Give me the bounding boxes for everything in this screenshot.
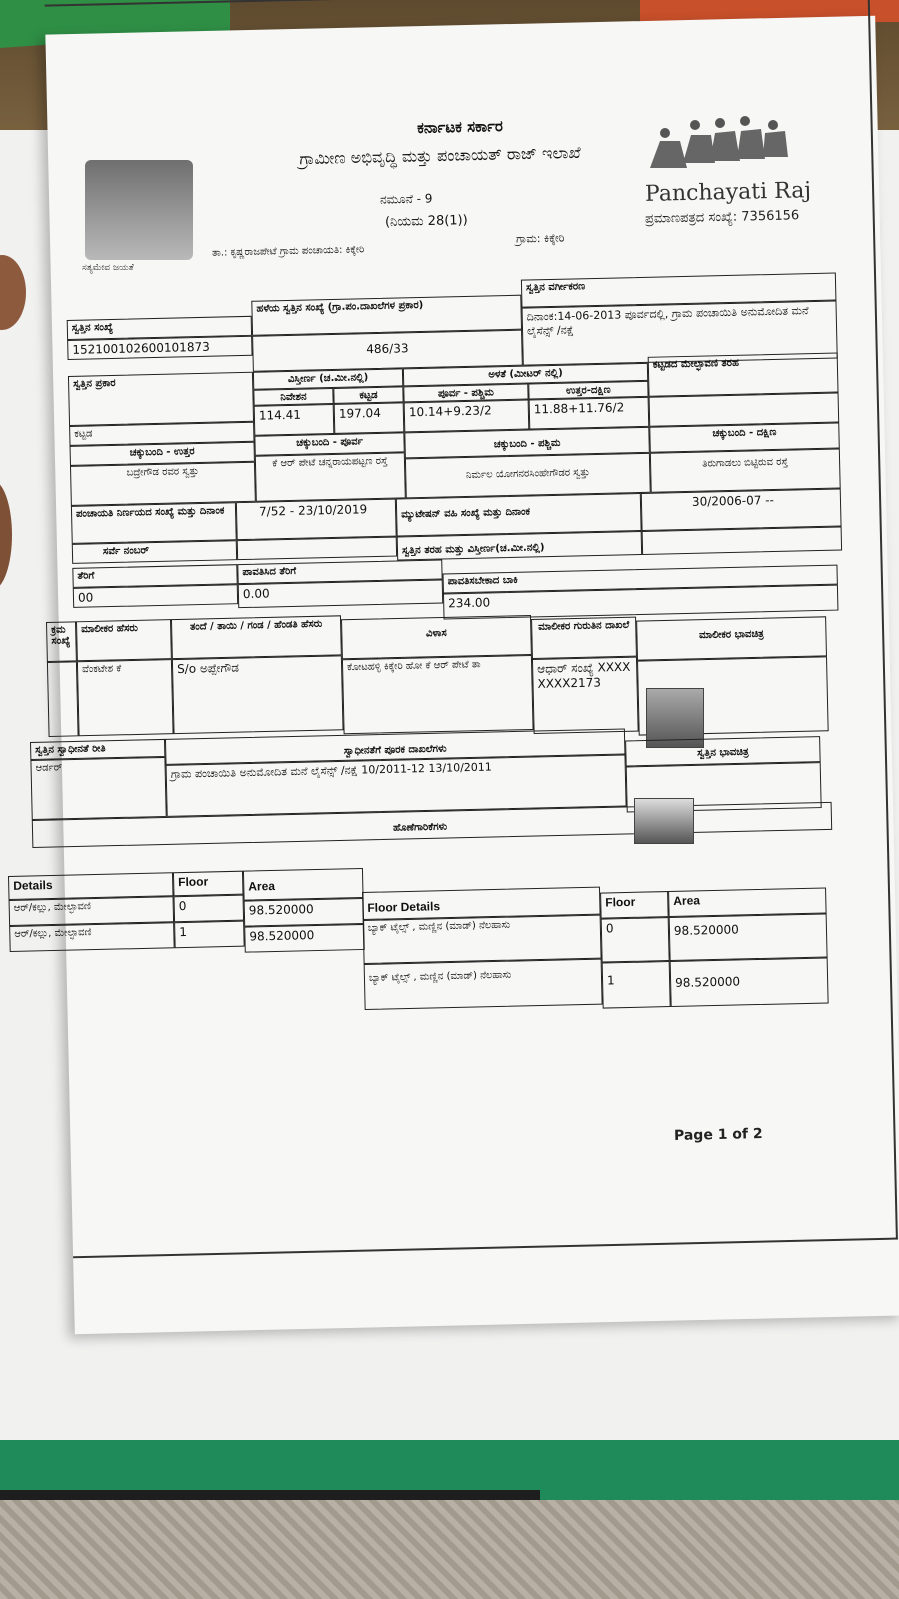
north-south-label: ಉತ್ತರ-ದಕ್ಷಿಣ [528,381,648,400]
floor-left-row-type: ಆರ್/ಕಲ್ಲು, ಮೇಲ್ಛಾವಣಿ [9,896,175,926]
property-type-value: ಕಟ್ಟಡ [69,422,254,446]
logo-head [768,120,778,130]
serial-no-value [47,661,79,737]
logo-bodies [650,129,788,168]
floor-left-header-details: Details [8,872,174,900]
survey-value [237,537,397,561]
south-boundary-label: ಚಕ್ಕುಬಂದಿ - ದಕ್ಷಿಣ [649,422,840,452]
floor-left-row-floor: 0 [174,895,245,923]
cloth-background [0,1500,899,1599]
property-id-value: 152100102600101873 [67,336,252,360]
building-area-value: 197.04 [334,402,405,434]
area-label: ವಿಸ್ತೀರ್ಣ (ಚ.ಮೀ.ನಲ್ಲಿ) [253,368,403,389]
floor-right-row-type: ಬ್ಯಾಕ್ ಟೈಲ್ಸ್ , ಮಣ್ಣಿನ (ಮಾಡ್) ನೆಲಹಾಸು [364,959,603,1010]
relation-name-value: S/o ಅಪ್ಪೇಗೌಡ [172,655,344,734]
resolution-label: ಪಂಚಾಯತಿ ನಿರ್ಣಯದ ಸಂಖ್ಯೆ ಮತ್ತು ದಿನಾಂಕ [71,502,237,544]
building-label: ಕಟ್ಟಡ [333,386,403,404]
north-boundary-label: ಚಕ್ಕುಬಂದಿ - ಉತ್ತರ [70,442,255,466]
floor-right-header-floor: Floor [600,891,669,919]
floor-right-row-floor: 1 [602,961,671,1009]
floor-left-header-floor: Floor [173,871,244,897]
department-title: ಗ್ರಾಮೀಣ ಅಭಿವೃದ್ಧಿ ಮತ್ತು ಪಂಚಾಯತ್ ರಾಜ್ ಇಲಾಖೆ [299,142,581,169]
ownership-mode-value: ಆರ್ಡರ್ [30,757,166,820]
mutation-label: ಮ್ಯುಟೇಷನ್ ವಹಿ ಸಂಖ್ಯೆ ಮತ್ತು ದಿನಾಂಕ [396,493,642,537]
address-label: ವಿಳಾಸ [341,615,532,659]
east-boundary-label: ಚಕ್ಕುಬಂದಿ - ಪೂರ್ವ [254,432,404,455]
paid-tax-value: 0.00 [238,580,443,609]
certificate-number: ಪ್ರಮಾಣಪತ್ರದ ಸಂಖ್ಯೆ: 7356156 [644,208,800,227]
taluk-panchayat-line: ತಾ.: ಕೃಷ್ಣರಾಜಪೇಟೆ ಗ್ರಾಮ ಪಂಚಾಯತಿ: ಕಿಕ್ಕೇರಿ [211,244,365,259]
address-value: ಕೋಟಹಳ್ಳಿ ಕಿಕ್ಕೇರಿ ಹೋ ಕೆ ಆರ್ ಪೇಟೆ ತಾ [342,655,534,734]
floor-right-row-area: 98.520000 [669,913,828,961]
floor-left-row-type: ಆರ್/ಕಲ್ಲು, ಮೇಲ್ಛಾವಣಿ [9,922,175,952]
owner-photo-label: ಮಾಲೀಕರ ಭಾವಚಿತ್ರ [636,616,827,660]
survey-label: ಸರ್ವೆ ನಂಬರ್ [72,540,237,564]
brand-name: Panchayati Raj [644,178,812,207]
owner-name-value: ವೆಂಕಟೇಶ ಕೆ [77,659,174,736]
north-boundary-value: ಬದ್ರೇಗೌಡ ರವರ ಸ್ವತ್ತು [70,462,256,506]
village-name: ಗ್ರಾಮ: ಕಿಕ್ಕೇರಿ [515,231,565,246]
classification-value: ದಿನಾಂಕ:14-06-2013 ಪೂರ್ವದಲ್ಲಿ, ಗ್ರಾಮ ಪಂಚಾಯಿತಿ ಅನುಮೋದಿತ ಮನೆ ಲೈಸೆನ್ಸ್ /ನಕ್ಷೆ [522,301,838,366]
logo-head [690,120,700,130]
due-value: 234.00 [443,585,838,620]
east-west-label: ಪೂರ್ವ - ಪಶ್ಚಿಮ [403,384,528,403]
form-number: ನಮೂನೆ - 9 [379,191,433,207]
rule-number: (ನಿಯಮ 28(1)) [384,213,468,230]
mutation-value: 30/2006-07 -- [641,488,842,531]
panchayati-raj-logo-icon [645,113,790,173]
site-label: ನಿವೇಶನ [253,388,333,406]
ownership-mode-label: ಸ್ವತ್ತಿನ ಸ್ವಾಧೀನತೆ ರೀತಿ [30,739,165,760]
east-boundary-value: ಕೆ ಆರ್ ಪೇಟೆ ಚನ್ನರಾಯಪಟ್ಟಣ ರಸ್ತೆ [255,452,406,501]
floor-left-row-area: 98.520000 [244,924,365,953]
state-emblem-icon [85,160,193,260]
ownership-docs-value: ಗ್ರಾಮ ಪಂಚಾಯಿತಿ ಅನುಮೋದಿತ ಮನೆ ಲೈಸೆನ್ಸ್ /ನಕ್ಷೆ 10/2011-12 13/10/2011 [166,754,627,816]
building-type-label: ಕಟ್ಟಡದ ಮೇಲ್ಛಾವಣಿ ತರಹ [648,353,839,397]
north-south-value: 11.88+11.76/2 [529,397,650,430]
site-area-value: 114.41 [254,404,335,436]
floor-left-row-area: 98.520000 [244,898,365,927]
west-boundary-label: ಚಕ್ಕುಬಂದಿ - ಪಶ್ಚಿಮ [404,427,650,459]
east-west-value: 10.14+9.23/2 [404,400,530,433]
logo-head [715,118,725,128]
floor-left-row-floor: 1 [174,921,245,949]
floor-right-row-type: ಬ್ಯಾಕ್ ಟೈಲ್ಸ್ , ಮಣ್ಣಿನ (ಮಾಡ್) ನೆಲಹಾಸು [363,915,602,964]
property-photo-label: ಸ್ವತ್ತಿನ ಭಾವಚಿತ್ರ [625,736,821,766]
floor-right-row-area: 98.520000 [670,957,829,1007]
government-title: ಕರ್ನಾಟಕ ಸರ್ಕಾರ [416,117,504,137]
due-label: ಪಾವತಿಸಬೇಕಾದ ಬಾಕಿ [443,565,838,594]
property-photo [634,798,694,844]
classification-label: ಸ್ವತ್ತಿನ ವರ್ಗೀಕರಣ [521,273,837,308]
owner-id-label: ಮಾಲೀಕರ ಗುರುತಿನ ದಾಖಲೆ [531,617,637,659]
property-id-label: ಸ್ವತ್ತಿನ ಸಂಖ್ಯೆ [67,316,252,340]
building-type-value [649,392,840,426]
owner-name-label: ಮಾಲೀಕರ ಹೆಸರು [76,619,172,661]
liabilities-label: ಹೊಣೆಗಾರಿಕೆಗಳು [32,802,832,848]
floor-right-row-floor: 0 [601,917,670,963]
tax-label: ತೆರಿಗೆ [72,564,237,588]
property-type-area-value [642,526,842,555]
relation-name-label: ತಂದೆ / ತಾಯಿ / ಗಂಡ / ಹೆಂಡತಿ ಹೆಸರು [171,615,342,659]
floor-left-header-area: Area [243,868,364,901]
measurement-label: ಅಳತೆ (ಮೀಟರ್ ನಲ್ಲಿ) [403,363,648,387]
old-number-label: ಹಳೆಯ ಸ್ವತ್ತಿನ ಸಂಖ್ಯೆ (ಗ್ರಾ.ಪಂ.ದಾಖಲೆಗಳ ಪ್ರಕಾರ) [251,295,522,336]
logo-head [740,116,750,126]
serial-no-label: ಕ್ರಮ ಸಂಖ್ಯೆ [46,621,77,662]
page-number: Page 1 of 2 [673,1125,763,1145]
south-boundary-value: ತಿರುಗಾಡಲು ಬಿಟ್ಟಿರುವ ರಸ್ತೆ [650,448,841,492]
paid-tax-label: ಪಾವತಿಸಿದ ತೆರಿಗೆ [237,560,442,585]
owner-id-value: ಆಧಾರ್ ಸಂಖ್ಯೆ XXXXXXXX2173 [532,657,639,734]
floor-right-header-area: Area [668,887,827,917]
logo-head [660,128,670,138]
old-number-value: 486/33 [252,330,523,372]
emblem-label: ಸತ್ಯಮೇವ ಜಯತೆ [82,263,134,273]
tax-value: 00 [73,584,238,608]
west-boundary-value: ನಿರ್ಮಲ ಯೋಗನರಸಿಂಹೇಗೌಡರ ಸ್ವತ್ತು [405,453,651,499]
property-type-area-label: ಸ್ವತ್ತಿನ ತರಹ ಮತ್ತು ವಿಸ್ತೀರ್ಣ(ಚ.ಮೀ.ನಲ್ಲಿ) [397,531,642,561]
floor-right-header-details: Floor Details [362,887,601,920]
property-type-label: ಸ್ವತ್ತಿನ ಪ್ರಕಾರ [68,372,254,426]
ownership-docs-label: ಸ್ವಾಧೀನತೆಗೆ ಪೂರಕ ದಾಖಲೆಗಳು [165,729,625,765]
resolution-value: 7/52 - 23/10/2019 [236,499,397,541]
